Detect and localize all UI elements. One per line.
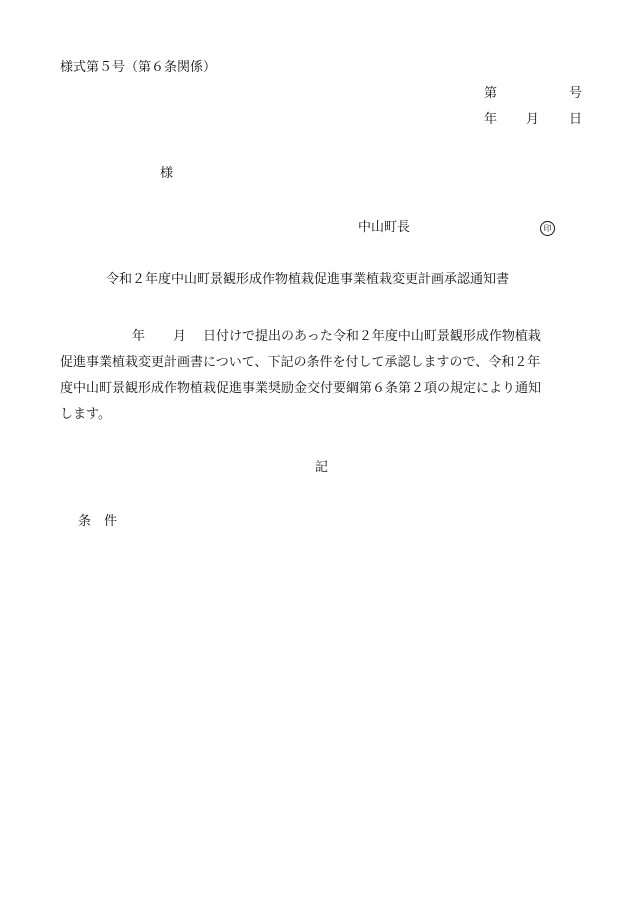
ki-heading: 記 bbox=[315, 460, 329, 475]
body-year-label: 年 bbox=[132, 329, 146, 344]
conditions-label: 条 件 bbox=[78, 514, 118, 529]
date-day-label: 日 bbox=[569, 112, 583, 127]
body-line-3: 度中山町景観形成作物植栽促進事業奨励金交付要綱第６条第２項の規定により通知 bbox=[60, 381, 542, 396]
date-year-label: 年 bbox=[484, 112, 498, 127]
body-line-1-text: 日付けで提出のあった令和２年度中山町景観形成作物植栽 bbox=[203, 329, 541, 344]
seal-icon: 印 bbox=[540, 221, 555, 236]
body-paragraph bbox=[60, 324, 582, 428]
body-line-4: します。 bbox=[60, 407, 111, 422]
seal-mark bbox=[540, 220, 555, 236]
sender-title: 中山町長 bbox=[358, 220, 411, 235]
document-number-prefix: 第 bbox=[484, 86, 498, 101]
body-month-label: 月 bbox=[173, 329, 187, 344]
form-number-label: 様式第５号（第６条関係） bbox=[60, 60, 217, 75]
addressee-honorific: 様 bbox=[160, 166, 174, 181]
document-number-suffix: 号 bbox=[569, 86, 583, 101]
date-month-label: 月 bbox=[526, 112, 540, 127]
document-title: 令和２年度中山町景観形成作物植栽促進事業植栽変更計画承認通知書 bbox=[106, 272, 510, 287]
body-line-1 bbox=[60, 324, 582, 350]
body-line-2: 促進事業植栽変更計画書について、下記の条件を付して承認しますので、令和２年 bbox=[60, 355, 541, 370]
